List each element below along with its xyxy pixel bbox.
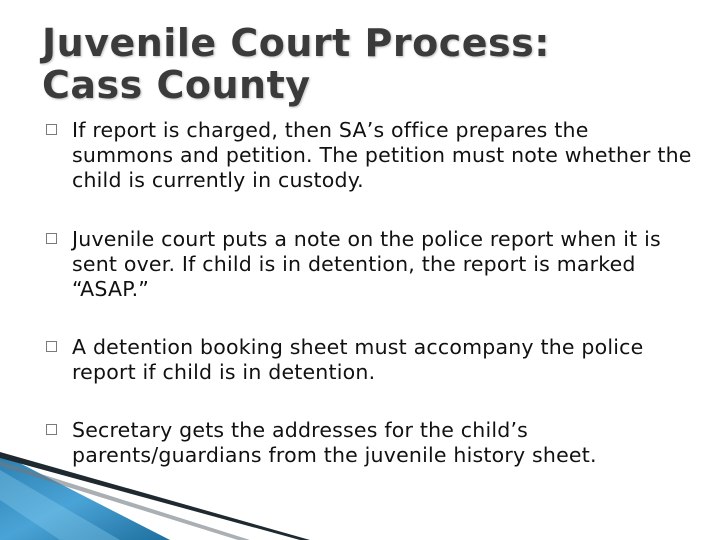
bullet-text: A detention booking sheet must accompany the police report if child is in detention.	[72, 335, 644, 384]
slide-title-line-1: Juvenile Court Process:	[42, 21, 550, 65]
bullet-text: Juvenile court puts a note on the police report when it is sent over. If child is in detention, the report is marked “ASAP.”	[72, 227, 661, 301]
slide-title-line-2: Cass County	[42, 63, 311, 107]
bullet-text: If report is charged, then SA’s office prepares the summons and petition. The petition must note whether the child is currently in custody.	[72, 118, 692, 192]
bullet-text: Secretary gets the addresses for the child’s parents/guardians from the juvenile history sheet.	[72, 418, 597, 467]
